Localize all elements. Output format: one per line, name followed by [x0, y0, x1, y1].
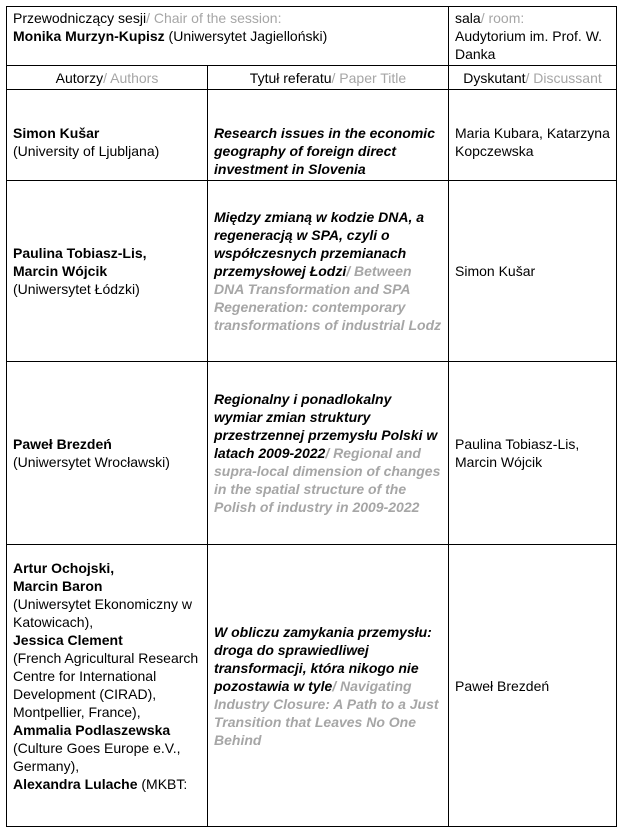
author-affiliation: (French Agricultural Research Centre for International Development (CIRAD), Montpellier, France), [13, 650, 199, 720]
discussant-header: Dyskutant/ Discussant [449, 66, 617, 90]
discussant-cell [449, 90, 617, 181]
author-name: Alexandra Lulache [13, 776, 138, 792]
author-affiliation: (Uniwersytet Łódzki) [13, 281, 140, 297]
authors-header: Autorzy/ Authors [7, 66, 208, 90]
paper-title-pl: Między zmianą w kodzie DNA, a regeneracją w SPA, czyli o współczesnych przemianach przemysłowej Łodzi [214, 209, 425, 279]
room-label-en: / room: [480, 10, 525, 26]
room-cell [449, 7, 617, 66]
table-row [7, 90, 617, 181]
author-cell [7, 90, 208, 181]
discussant-cell [449, 545, 617, 827]
author-affiliation: (University of Ljubljana) [13, 143, 160, 159]
paper-title-en: / Navigating Industry Closure: A Path to a Just Transition that Leaves No One Behind [214, 677, 439, 748]
room-label: sala [455, 10, 481, 26]
paper-title-pl: Research issues in the economic geography of foreign direct investment in Slovenia [214, 125, 435, 177]
table-row [7, 181, 617, 362]
paper-title-pl: W obliczu zamykania przemysłu: droga do sprawiedliwej transformacji, która nikogo nie pozostawia w tyle [214, 623, 432, 694]
chair-label-en: / Chair of the session: [146, 10, 282, 26]
table-row [7, 362, 617, 545]
paper-title-pl: Regionalny i ponadlokalny wymiar zmian struktury przestrzennej przemysłu Polski w latach 2009-2022 [214, 391, 438, 461]
discussant-name: Simon Kušar [455, 263, 536, 279]
chair-name: Monika Murzyn-Kupisz [13, 28, 165, 44]
discussant-name: Paulina Tobiasz-Lis, Marcin Wójcik [455, 436, 580, 470]
discussant-cell [449, 181, 617, 362]
chair-cell [7, 7, 449, 66]
author-affiliation: (Uniwersytet Wrocławski) [13, 454, 170, 470]
title-cell [208, 90, 449, 181]
author-cell [7, 545, 208, 827]
paper-title-en: / Regional and supra-local dimension of changes in the spatial structure of the Polish of industry in 2009-2022 [214, 445, 441, 515]
author-name: Artur Ochojski, [13, 560, 115, 576]
author-name: Marcin Wójcik [13, 263, 108, 279]
author-name: Jessica Clement [13, 632, 123, 648]
author-name: Paweł Brezdeń [13, 436, 112, 452]
chair-affiliation: (Uniwersytet Jagielloński) [164, 28, 328, 44]
chair-label: Przewodniczący sesji [13, 10, 147, 26]
author-affiliation: (MKBT: [137, 776, 188, 792]
author-name: Simon Kušar [13, 125, 100, 141]
title-cell [208, 545, 449, 827]
room-name: Audytorium im. Prof. W. Danka [455, 28, 603, 62]
author-cell [7, 362, 208, 545]
title-cell [208, 181, 449, 362]
author-cell [7, 181, 208, 362]
header-row [7, 66, 617, 90]
discussant-cell [449, 362, 617, 545]
title-cell [208, 362, 449, 545]
session-table [6, 6, 617, 827]
discussant-name: Maria Kubara, Katarzyna Kopczewska [455, 125, 610, 159]
paper-title-en: / Between DNA Transformation and SPA Regeneration: contemporary transformations of industrial Lodz [214, 263, 442, 333]
title-header: Tytuł referatu/ Paper Title [208, 66, 449, 90]
session-info-row [7, 7, 617, 66]
author-name: Marcin Baron [13, 578, 103, 594]
author-affiliation: (Culture Goes Europe e.V., Germany), [13, 740, 181, 774]
author-name: Ammalia Podlaszewska [13, 722, 171, 738]
author-affiliation: (Uniwersytet Ekonomiczny w Katowicach), [13, 596, 192, 630]
table-row [7, 545, 617, 827]
author-name: Paulina Tobiasz-Lis, [13, 245, 147, 261]
discussant-name: Paweł Brezdeń [455, 677, 550, 694]
